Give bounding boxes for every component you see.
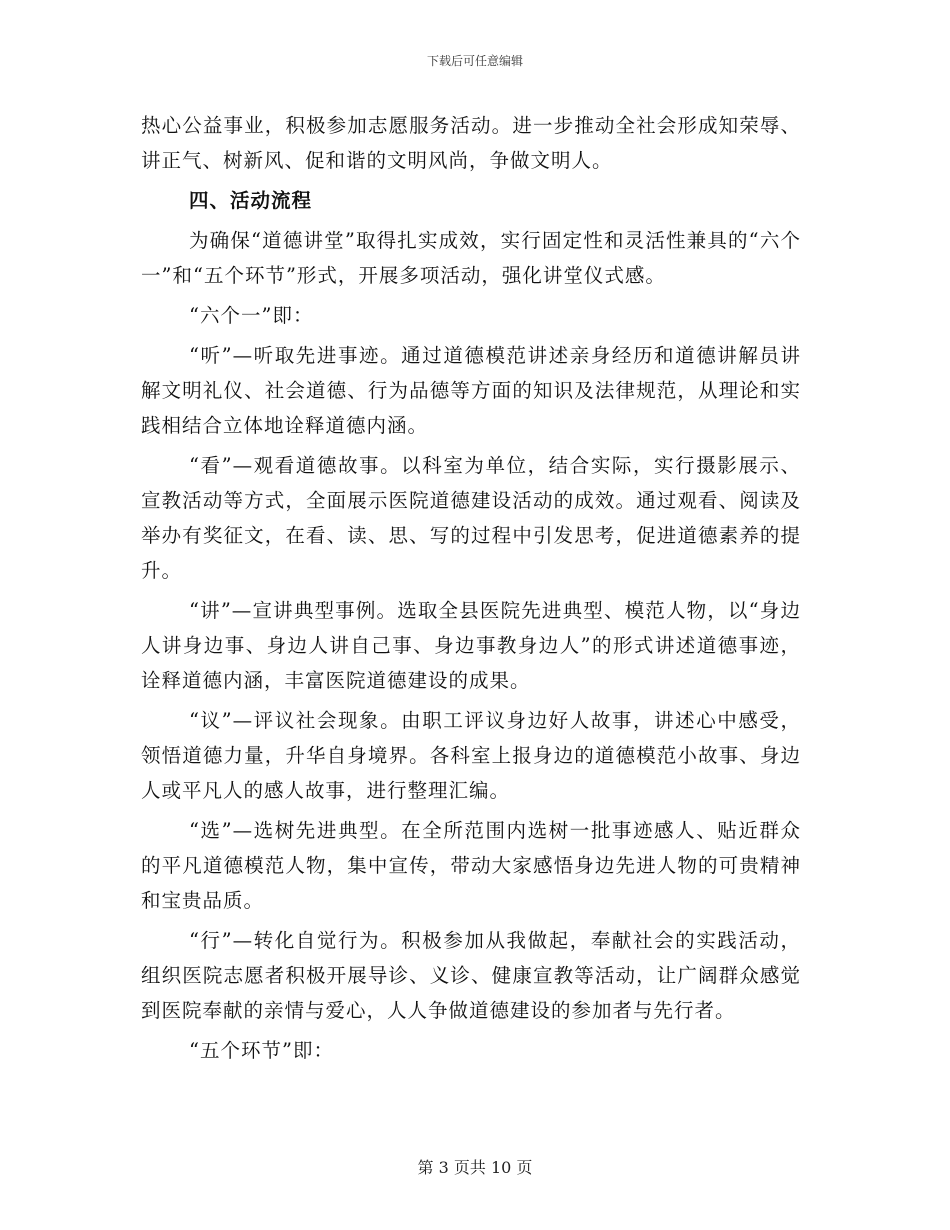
paragraph-discuss: “议”—评议社会现象。由职工评议身边好人故事，讲述心中感受，领悟道德力量，升华自身境界。各科室上报身边的道德模范小故事、身边人或平凡人的感人故事，进行整理汇编。 — [141, 709, 801, 802]
paragraph-watch: “看”—观看道德故事。以科室为单位，结合实际，实行摄影展示、宣教活动等方式，全面展示医院道德建设活动的成效。通过观看、阅读及举办有奖征文，在看、读、思、写的过程中引发思考，促进道德素养的提升。 — [141, 454, 801, 582]
paragraph-act: “行”—转化自觉行为。积极参加从我做起，奉献社会的实践活动，组织医院志愿者积极开展导诊、义诊、健康宣教等活动，让广阔群众感觉到医院奉献的亲情与爱心，人人争做道德建设的参加者与先行者。 — [141, 929, 801, 1022]
paragraph-speak: “讲”—宣讲典型事例。选取全县医院先进典型、模范人物，以“身边人讲身边事、身边人讲自己事、身边事教身边人”的形式讲述道德事迹，诠释道德内涵，丰富医院道德建设的成果。 — [141, 599, 801, 692]
paragraph-listen: “听”—听取先进事迹。通过道德模范讲述亲身经历和道德讲解员讲解文明礼仪、社会道德、行为品德等方面的知识及法律规范，从理论和实践相结合立体地诠释道德内涵。 — [141, 344, 801, 437]
page-header: 下载后可任意编辑 — [426, 54, 523, 68]
section-heading: 四、活动流程 — [189, 189, 313, 212]
paragraph-five-steps-label: “五个环节”即： — [189, 1039, 334, 1062]
paragraph-six-items-label: “六个一”即： — [189, 304, 314, 327]
paragraph-continuation: 热心公益事业，积极参加志愿服务活动。进一步推动全社会形成知荣辱、讲正气、树新风、促和谐的文明风尚，争做文明人。 — [141, 114, 801, 172]
paragraph-intro: 为确保“道德讲堂”取得扎实成效，实行固定性和灵活性兼具的“六个一”和“五个环节”形式，开展多项活动，强化讲堂仪式感。 — [141, 229, 801, 287]
page-footer: 第 3 页共 10 页 — [417, 1158, 533, 1177]
paragraph-select: “选”—选树先进典型。在全所范围内选树一批事迹感人、贴近群众的平凡道德模范人物，集中宣传，带动大家感悟身边先进人物的可贵精神和宝贵品质。 — [141, 819, 801, 912]
document-body — [141, 108, 801, 1073]
